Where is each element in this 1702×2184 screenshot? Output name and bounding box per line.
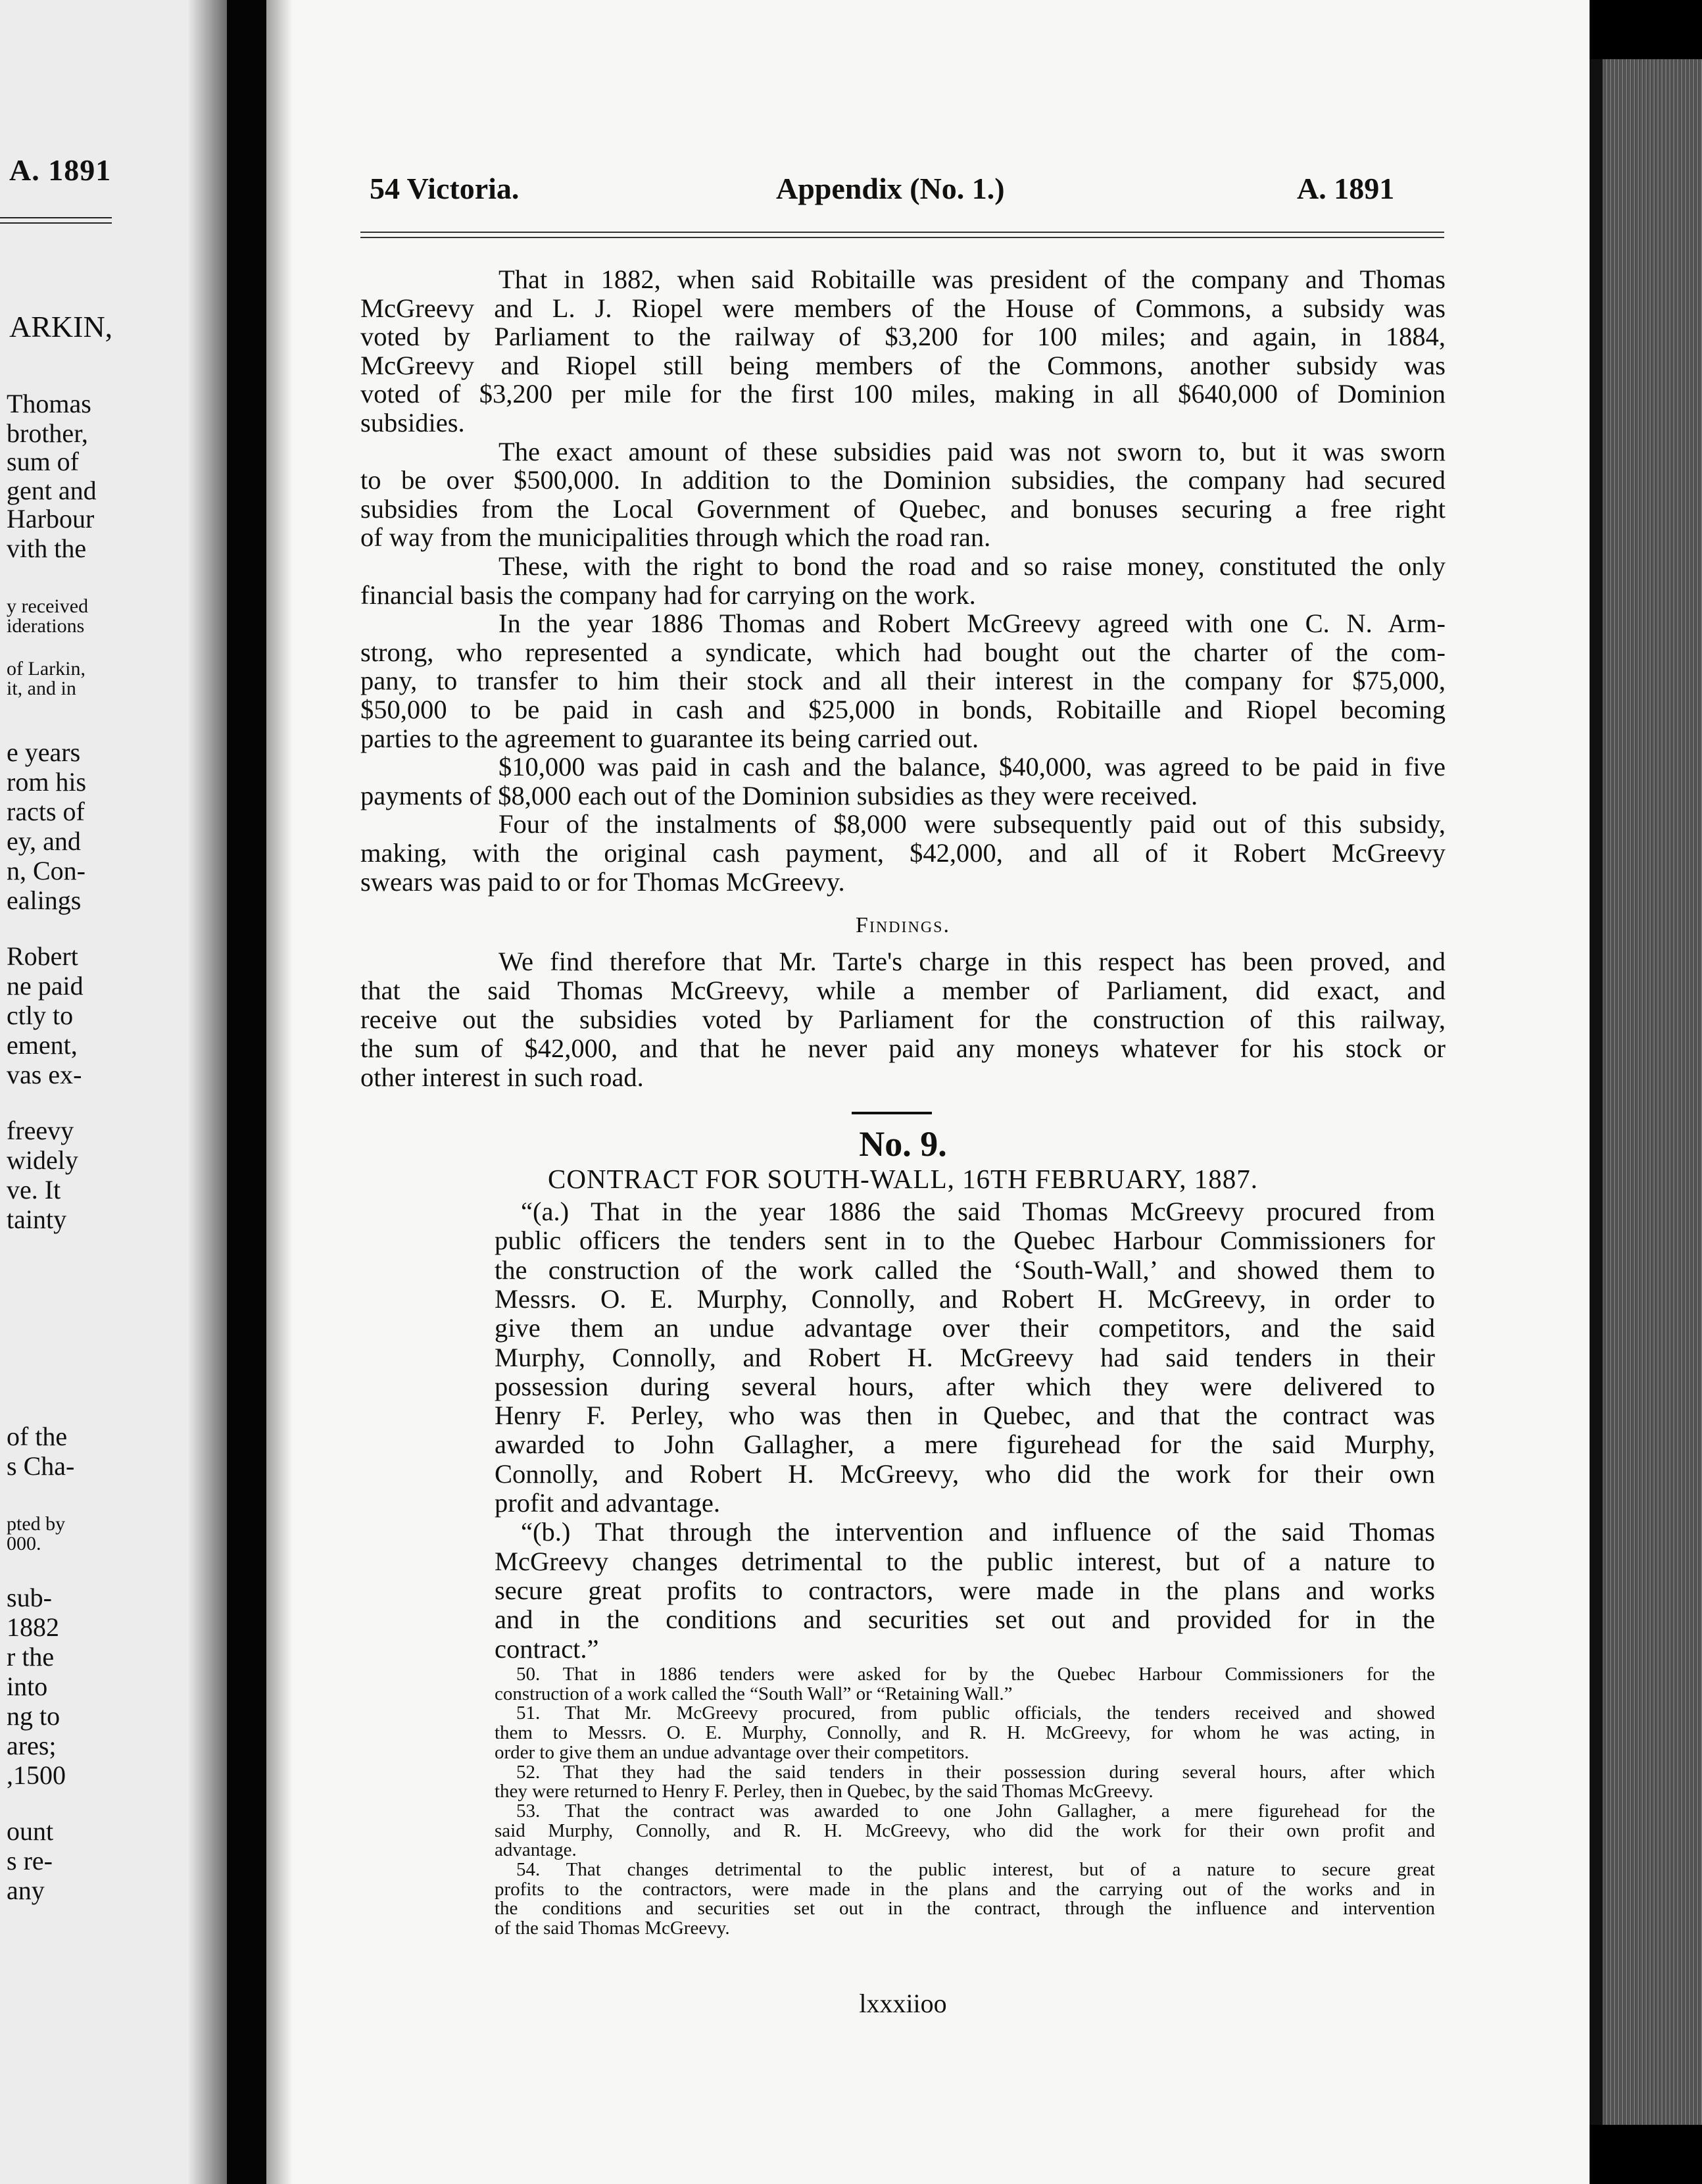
particular-line: they were returned to Henry F. Perley, then in Quebec, by the said Thomas McGreevy. [495,1781,1154,1802]
findings-line: We find therefore that Mr. Tarte's charge in this respect has been proved, and [498,947,1446,976]
quote-line: “(a.) That in the year 1886 the said Thomas McGreevy procured from [521,1197,1435,1226]
particular-line: 50. That in 1886 tenders were asked for by the Quebec Harbour Commissioners for the [516,1664,1435,1685]
right-page-shadow [266,0,293,2184]
left-page-fragment: widely [7,1145,78,1175]
left-page-fragment: ,1500 [7,1760,66,1790]
particular-line: the conditions and securities set out in the contract, through the influence and intervention [495,1898,1435,1920]
findings-line: the sum of $42,000, and that he never paid any moneys whatever for his stock or [360,1033,1446,1063]
quote-line: Henry F. Perley, who was then in Quebec, and that the contract was [495,1401,1435,1431]
quote-line: and in the conditions and securities set out and provided for in the [495,1604,1435,1635]
left-page-fragment: s Cha- [7,1451,75,1481]
findings-heading: Findings. [855,913,951,937]
page-folio: lxxxiioo [859,1989,947,2018]
particular-line: said Murphy, Connolly, and R. H. McGreevy, who did the work for their own profit and [495,1820,1435,1841]
particular-line: 53. That the contract was awarded to one John Gallagher, a mere figurehead for the [516,1800,1435,1822]
body-line: subsidies from the Local Government of Quebec, and bonuses securing a free right [360,493,1446,524]
left-page-fragment: pted by [7,1513,66,1535]
left-page-fragment: vas ex- [7,1060,82,1089]
particular-line: them to Messrs. O. E. Murphy, Connolly, and R. H. McGreevy, for whom he was acting, in [495,1722,1435,1744]
left-page-fragment: ve. It [7,1175,61,1204]
left-page-fragment: any [7,1875,45,1905]
left-page-fragment: ctly to [7,1001,74,1030]
body-line: swears was paid to or for Thomas McGreevy. [360,866,845,897]
left-page-fragment: rom his [7,767,87,797]
quote-line: Messrs. O. E. Murphy, Connolly, and Robert H. McGreevy, in order to [495,1283,1435,1314]
left-header-rule [0,222,112,224]
left-page-fragment: brother, [7,418,88,448]
particular-line: 54. That changes detrimental to the public interest, but of a nature to secure great [516,1859,1435,1880]
particular-line: 52. That they had the said tenders in their possession during several hours, after which [516,1761,1435,1783]
quote-line: the construction of the work called the ‘South-Wall,’ and showed them to [495,1254,1435,1285]
body-line: payments of $8,000 each out of the Dominion subsidies as they were received. [360,780,1198,810]
left-page-fragment: racts of [7,797,85,826]
particular-line: construction of a work called the “South Wall” or “Retaining Wall.” [495,1683,1013,1704]
section-divider [852,1112,932,1114]
quote-line: profit and advantage. [495,1488,720,1518]
left-page-fragment: gent and [7,476,97,505]
body-line: to be over $500,000. In addition to the Dominion subsidies, the company had secured [360,465,1446,495]
left-header-rule [0,217,112,218]
left-page-fragment: freevy [7,1116,74,1145]
left-page-fragment: Robert [7,941,78,971]
page-edges [1590,59,1702,2125]
particular-line: of the said Thomas McGreevy. [495,1918,730,1939]
header-rule-top [360,232,1444,233]
left-page-header: A. 1891 [9,153,112,187]
left-page-fragment: ng to [7,1701,61,1731]
particular-line: advantage. [495,1839,577,1861]
book-gutter [227,0,266,2184]
body-line: financial basis the company had for carrying on the work. [360,580,976,610]
body-line: Four of the instalments of $8,000 were subsequently paid out of this subsidy, [498,809,1446,839]
header-rule-bottom [360,237,1444,238]
body-line: McGreevy and L. J. Riopel were members of the House of Commons, a subsidy was [360,293,1446,323]
left-page-fragment: sum of [7,447,79,476]
left-page-fragment: ount [7,1816,54,1846]
body-line: In the year 1886 Thomas and Robert McGreevy agreed with one C. N. Arm- [498,608,1446,639]
quote-line: possession during several hours, after which they were delivered to [495,1371,1435,1401]
left-page-fragment: Thomas [7,389,91,418]
quote-line: “(b.) That through the intervention and influence of the said Thomas [521,1517,1435,1547]
left-page-fragment: ne paid [7,971,84,1001]
left-page-fragment: s re- [7,1846,53,1875]
findings-line: receive out the subsidies voted by Parliament for the construction of this railway, [360,1005,1446,1034]
left-page-fragment: n, Con- [7,856,85,885]
left-page-fragment: sub- [7,1583,52,1612]
body-line: $50,000 to be paid in cash and $25,000 in bonds, Robitaille and Riopel becoming [360,695,1446,724]
section-title: CONTRACT FOR SOUTH-WALL, 16TH FEBRUARY, 1887. [548,1164,1258,1194]
left-page-fragment: ealings [7,885,82,915]
particular-line: profits to the contractors, were made in the plans and the carrying out of the works and in [495,1878,1435,1900]
header-year: A. 1891 [1297,172,1395,205]
header-appendix: Appendix (No. 1.) [776,172,1005,205]
left-page-fragment: ARKIN, [9,310,113,343]
findings-line: other interest in such road. [360,1062,644,1092]
left-page-fragment: of the [7,1422,68,1451]
body-line: strong, who represented a syndicate, which had bought out the charter of the com- [360,637,1446,667]
left-page-fragment: 1882 [7,1612,59,1642]
body-line: These, with the right to bond the road and so raise money, constituted the only [498,551,1446,581]
left-page-fragment: of Larkin, [7,658,85,680]
particular-line: 51. That Mr. McGreevy procured, from public officials, the tenders received and showed [516,1702,1435,1724]
body-line: parties to the agreement to guarantee its being carried out. [360,723,979,753]
body-line: of way from the municipalities through which the road ran. [360,522,991,553]
body-line: The exact amount of these subsidies paid was not sworn to, but it was sworn [498,436,1446,466]
left-page-fragment: tainty [7,1204,67,1234]
quote-line: contract.” [495,1633,599,1664]
body-line: subsidies. [360,408,465,437]
quote-line: Connolly, and Robert H. McGreevy, who did the work for their own [495,1458,1435,1489]
body-line: McGreevy and Riopel still being members of the Commons, another subsidy was [360,350,1446,380]
quote-line: secure great profits to contractors, were made in the plans and works [495,1575,1435,1605]
left-page-fragment: into [7,1672,48,1701]
left-page-fragment: iderations [7,615,85,637]
left-page-shadow [187,0,227,2184]
left-page-fragment: r the [7,1642,55,1672]
left-page-fragment: ares; [7,1731,57,1760]
left-page [0,0,227,2184]
body-line: making, with the original cash payment, $42,000, and all of it Robert McGreevy [360,838,1446,868]
body-line: voted by Parliament to the railway of $3,200 for 100 miles; and again, in 1884, [360,322,1446,352]
findings-line: that the said Thomas McGreevy, while a member of Parliament, did exact, and [360,976,1446,1005]
section-number: No. 9. [859,1124,947,1164]
quote-line: awarded to John Gallagher, a mere figurehead for the said Murphy, [495,1429,1435,1460]
left-page-fragment: y received [7,595,89,617]
body-line: That in 1882, when said Robitaille was president of the company and Thomas [498,264,1446,294]
body-line: voted of $3,200 per mile for the first 100 miles, making in all $640,000 of Dominion [360,379,1446,409]
left-page-fragment: 000. [7,1533,41,1554]
quote-line: public officers the tenders sent in to the Quebec Harbour Commissioners for [495,1226,1435,1256]
quote-line: Murphy, Connolly, and Robert H. McGreevy had said tenders in their [495,1342,1435,1372]
particular-line: order to give them an undue advantage over their competitors. [495,1741,969,1763]
body-line: pany, to transfer to him their stock and all their interest in the company for $75,000, [360,666,1446,696]
left-page-fragment: it, and in [7,678,76,699]
quote-line: McGreevy changes detrimental to the public interest, but of a nature to [495,1546,1435,1576]
body-line: $10,000 was paid in cash and the balance, $40,000, was agreed to be paid in five [498,752,1446,782]
header-volume: 54 Victoria. [370,172,520,205]
quote-line: give them an undue advantage over their competitors, and the said [495,1313,1435,1343]
left-page-fragment: e years [7,737,81,767]
left-page-fragment: Harbour [7,504,95,534]
left-page-fragment: vith the [7,534,87,563]
left-page-fragment: ey, and [7,826,81,856]
left-page-fragment: ement, [7,1030,78,1060]
